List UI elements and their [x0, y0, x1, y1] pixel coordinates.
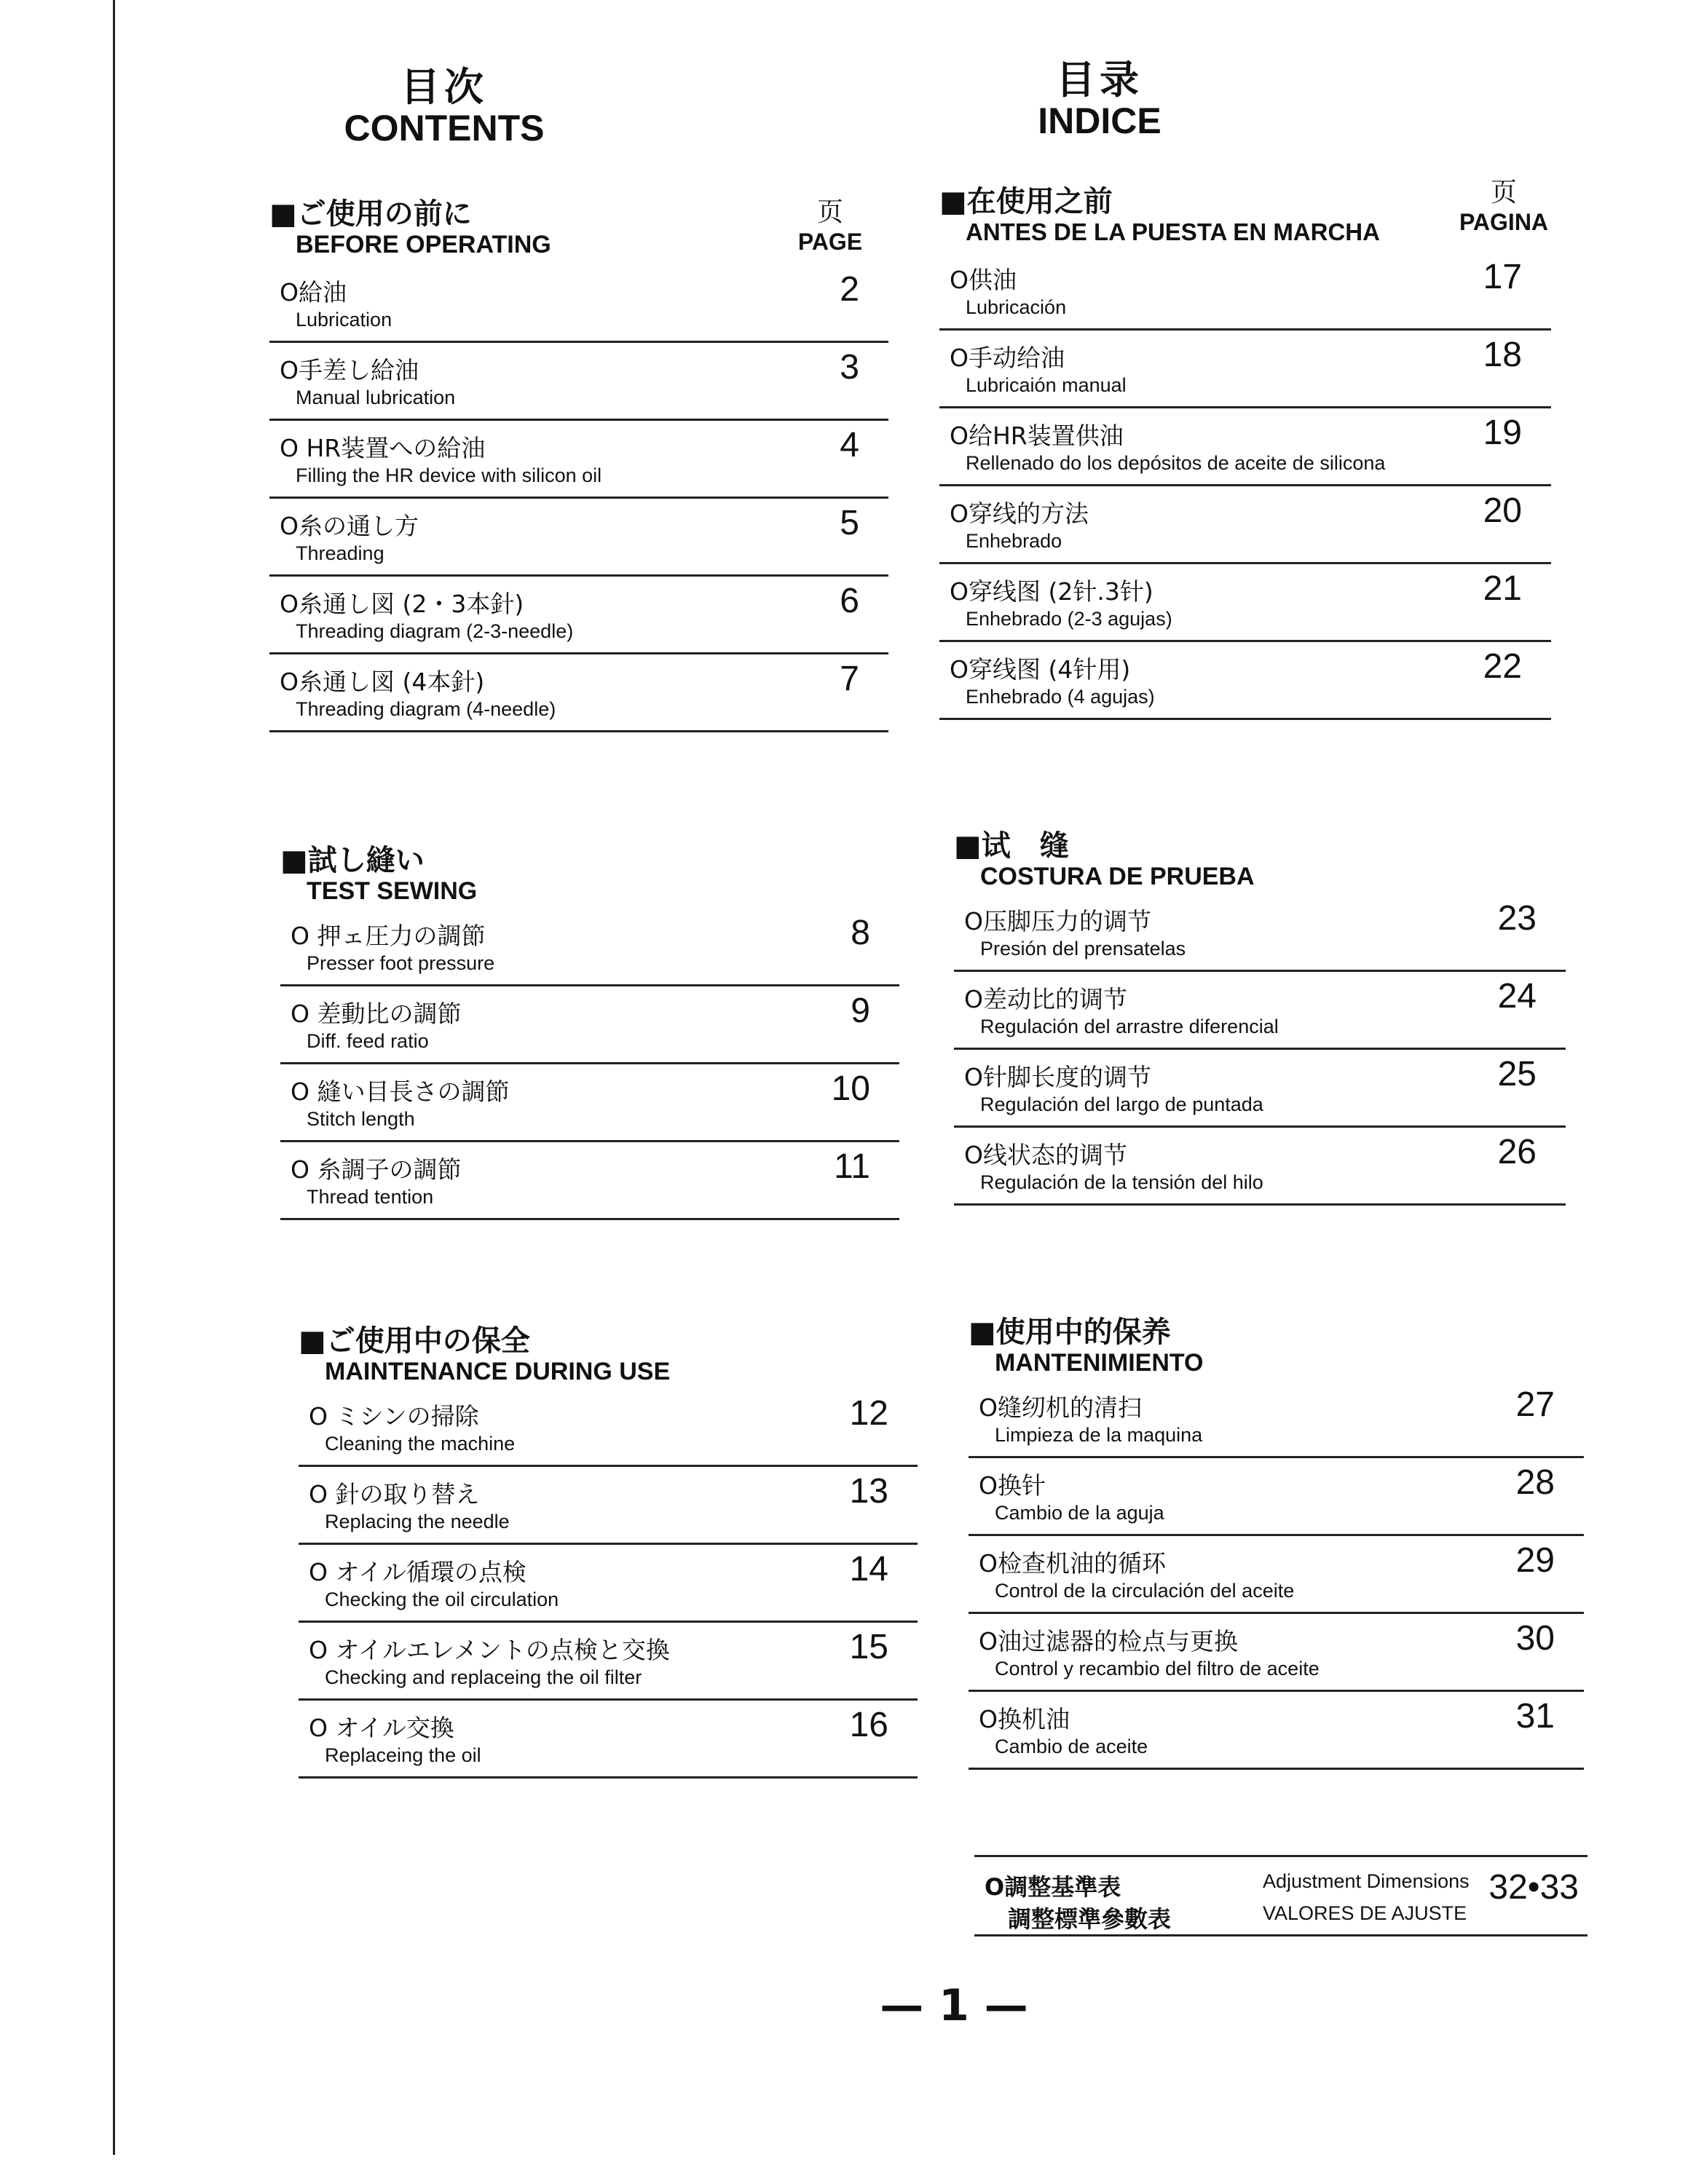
- toc-title-en: Lubrication: [296, 309, 393, 331]
- toc-title-es: Enhebrado (4 agujas): [966, 686, 1155, 708]
- toc-title-jp: O糸通し図 (2・3本針): [280, 590, 524, 618]
- toc-row[interactable]: [969, 1692, 1584, 1770]
- right-section-mantenimiento: [969, 1316, 1584, 1770]
- toc-page: 23: [1497, 899, 1537, 938]
- toc-title-cn: O换机油: [979, 1705, 1070, 1733]
- toc-row[interactable]: [269, 421, 888, 499]
- toc-title-jp: O糸通し図 (4本針): [280, 668, 485, 696]
- contents-heading-jp: 目次: [401, 64, 488, 110]
- toc-page: 27: [1515, 1385, 1555, 1424]
- contents-heading-en: CONTENTS: [344, 108, 545, 149]
- toc-title-es: Regulación del arrastre diferencial: [980, 1016, 1279, 1037]
- toc-row[interactable]: [954, 894, 1566, 972]
- toc-title-en: Threading diagram (4-needle): [296, 698, 556, 720]
- toc-row[interactable]: [969, 1536, 1584, 1614]
- toc-title-cn: O换针: [979, 1471, 1046, 1500]
- right-section-antes: [939, 178, 1551, 720]
- toc-title-cn: O差动比的调节: [964, 985, 1127, 1013]
- adjustment-dimensions-entry[interactable]: [974, 1855, 1588, 1936]
- section-title-es: ANTES DE LA PUESTA EN MARCHA: [966, 218, 1380, 245]
- toc-page: 29: [1515, 1541, 1555, 1580]
- toc-page: 9: [851, 992, 870, 1030]
- toc-title-en: Threading: [296, 542, 384, 564]
- toc-page: 31: [1515, 1697, 1555, 1736]
- left-section-test-sewing: [280, 844, 899, 1220]
- toc-title-cn: O给HR装置供油: [950, 422, 1124, 450]
- toc-page: 16: [849, 1706, 888, 1744]
- right-section-costura: [954, 830, 1566, 1206]
- toc-page: 7: [840, 660, 859, 698]
- toc-title-jp: O手差し給油: [280, 356, 419, 384]
- toc-title-en: Manual lubrication: [296, 387, 456, 408]
- section-title-jp: ■ご使用中の保全: [299, 1324, 530, 1358]
- toc-title-en: Thread tention: [307, 1186, 434, 1208]
- toc-page: 15: [849, 1628, 888, 1666]
- toc-row[interactable]: [280, 909, 899, 986]
- toc-title-en: Threading diagram (2-3-needle): [296, 620, 574, 642]
- toc-title-en: Replaceing the oil: [325, 1744, 481, 1766]
- toc-title-cn: O手动给油: [950, 344, 1065, 372]
- toc-title-es: Lubricaión manual: [966, 374, 1127, 396]
- page-label-cn: 页: [816, 197, 843, 227]
- toc-title-cn: O线状态的调节: [964, 1141, 1127, 1169]
- toc-title-jp: O オイル交換: [309, 1714, 454, 1742]
- toc-page: 12: [849, 1394, 888, 1433]
- contents-heading: [335, 66, 553, 149]
- section-title-en: TEST SEWING: [307, 877, 478, 905]
- toc-title-jp: O オイル循環の点検: [309, 1558, 526, 1586]
- toc-page: 26: [1497, 1133, 1537, 1171]
- toc-row[interactable]: [299, 1623, 918, 1701]
- toc-title-cn: O油过滤器的检点与更换: [979, 1627, 1238, 1655]
- toc-page: 18: [1483, 336, 1522, 374]
- toc-row[interactable]: [269, 499, 888, 577]
- section-title-es: COSTURA DE PRUEBA: [980, 863, 1255, 890]
- toc-row[interactable]: [299, 1467, 918, 1545]
- toc-title-es: Cambio de la aguja: [995, 1502, 1164, 1524]
- toc-page: 24: [1497, 977, 1537, 1016]
- section-title-cn: ■试 缝: [954, 829, 1069, 863]
- toc-row[interactable]: [280, 1064, 899, 1142]
- toc-title-es: Regulación de la tensión del hilo: [980, 1171, 1263, 1193]
- toc-title-jp: O 針の取り替え: [309, 1480, 480, 1508]
- toc-title-en: Filling the HR device with silicon oil: [296, 464, 602, 486]
- toc-title-es: Presión del prensatelas: [980, 938, 1186, 960]
- toc-page: 10: [831, 1069, 870, 1108]
- toc-title-cn: O穿线图 (4针用): [950, 655, 1131, 684]
- toc-page: 22: [1483, 647, 1522, 686]
- toc-title-es: Regulación del largo de puntada: [980, 1093, 1263, 1115]
- toc-row[interactable]: [299, 1545, 918, 1623]
- toc-row[interactable]: [299, 1701, 918, 1779]
- toc-page: 30: [1515, 1619, 1555, 1658]
- toc-title-cn: O压脚压力的调节: [964, 907, 1151, 935]
- toc-page: 19: [1483, 414, 1522, 452]
- toc-page: 21: [1483, 569, 1522, 608]
- toc-page: 13: [849, 1472, 888, 1511]
- toc-title-en: Diff. feed ratio: [307, 1030, 429, 1052]
- toc-page: 3: [840, 348, 859, 387]
- toc-title-jp: O 差動比の調節: [291, 1000, 462, 1028]
- toc-title-es: Enhebrado: [966, 530, 1062, 552]
- toc-row[interactable]: [280, 1142, 899, 1220]
- toc-title-jp: O 押ェ圧力の調節: [291, 922, 486, 950]
- left-section-maintenance: [299, 1325, 918, 1779]
- toc-page: 25: [1497, 1055, 1537, 1093]
- section-title-en: BEFORE OPERATING: [296, 231, 551, 258]
- toc-title-cn: O缝纫机的清扫: [979, 1393, 1142, 1422]
- toc-title-jp: O 糸調子の調節: [291, 1155, 462, 1184]
- indice-heading-es: INDICE: [1038, 100, 1162, 142]
- toc-page: 20: [1483, 491, 1522, 530]
- toc-title-cn: O供油: [950, 266, 1017, 294]
- left-margin-rule: [113, 0, 115, 2155]
- toc-row[interactable]: [269, 654, 888, 732]
- section-title-cn: ■在使用之前: [939, 185, 1113, 218]
- page-label-cn: 页: [1490, 178, 1517, 207]
- toc-row[interactable]: [954, 972, 1566, 1050]
- toc-page: 2: [840, 270, 859, 309]
- adjustment-title-jp: O調整基準表: [985, 1873, 1121, 1901]
- toc-title-en: Cleaning the machine: [325, 1433, 516, 1455]
- toc-title-en: Checking and replaceing the oil filter: [325, 1666, 642, 1688]
- toc-row[interactable]: [939, 253, 1551, 331]
- toc-title-es: Rellenado do los depósitos de aceite de silicona: [966, 452, 1386, 474]
- toc-title-es: Limpieza de la maquina: [995, 1424, 1203, 1446]
- toc-page: 14: [849, 1550, 888, 1588]
- adjustment-title-es: VALORES DE AJUSTE: [1263, 1902, 1467, 1924]
- toc-title-es: Lubricación: [966, 296, 1067, 318]
- toc-row[interactable]: [939, 408, 1551, 486]
- toc-row[interactable]: [939, 486, 1551, 564]
- toc-title-jp: O ミシンの掃除: [309, 1402, 479, 1431]
- toc-row[interactable]: [269, 343, 888, 421]
- toc-page: 6: [840, 582, 859, 620]
- toc-title-es: Control y recambio del filtro de aceite: [995, 1658, 1320, 1679]
- toc-page: 8: [851, 914, 870, 952]
- section-title-jp: ■試し縫い: [280, 844, 425, 877]
- toc-title-cn: O穿线图 (2针.3针): [950, 577, 1153, 606]
- indice-heading: [1005, 58, 1194, 141]
- toc-row[interactable]: [939, 564, 1551, 642]
- toc-title-en: Checking the oil circulation: [325, 1588, 559, 1610]
- toc-title-en: Replacing the needle: [325, 1511, 510, 1532]
- toc-page: 28: [1515, 1463, 1555, 1502]
- left-section-before-operating: [269, 198, 888, 732]
- toc-title-es: Control de la circulación del aceite: [995, 1580, 1295, 1602]
- toc-row[interactable]: [969, 1380, 1584, 1458]
- adjustment-page: 32•33: [1488, 1868, 1579, 1907]
- toc-title-es: Enhebrado (2-3 agujas): [966, 608, 1172, 630]
- toc-row[interactable]: [969, 1458, 1584, 1536]
- toc-row[interactable]: [939, 642, 1551, 720]
- toc-title-cn: O检查机油的循环: [979, 1549, 1166, 1578]
- page-column-header: [772, 197, 888, 256]
- toc-row[interactable]: [954, 1128, 1566, 1206]
- toc-page: 17: [1483, 258, 1522, 296]
- toc-page: 5: [840, 504, 859, 542]
- toc-title-cn: O穿线的方法: [950, 499, 1089, 528]
- toc-row[interactable]: [954, 1050, 1566, 1128]
- page-label-es: PAGINA: [1459, 209, 1549, 236]
- adjustment-title-cn: 調整標準參數表: [1008, 1905, 1172, 1933]
- page-number: — 1 —: [880, 1980, 1028, 2031]
- toc-title-jp: O オイルエレメントの点検と交換: [309, 1636, 670, 1664]
- section-title-jp: ■ご使用の前に: [269, 197, 472, 231]
- toc-title-en: Stitch length: [307, 1108, 415, 1130]
- toc-row[interactable]: [299, 1389, 918, 1467]
- toc-page: 11: [834, 1147, 870, 1186]
- toc-row[interactable]: [969, 1614, 1584, 1692]
- toc-row[interactable]: [269, 265, 888, 343]
- section-title-en: MAINTENANCE DURING USE: [325, 1358, 671, 1385]
- toc-title-jp: O 縫い目長さの調節: [291, 1077, 510, 1106]
- pagina-column-header: [1442, 177, 1566, 237]
- toc-page: 4: [840, 426, 859, 464]
- toc-row[interactable]: [939, 331, 1551, 408]
- toc-row[interactable]: [280, 986, 899, 1064]
- section-title-es: MANTENIMIENTO: [995, 1349, 1204, 1377]
- adjustment-title-en: Adjustment Dimensions: [1263, 1870, 1470, 1892]
- toc-title-jp: O糸の通し方: [280, 512, 419, 540]
- toc-title-es: Cambio de aceite: [995, 1736, 1148, 1757]
- toc-title-jp: O給油: [280, 278, 347, 306]
- section-title-cn: ■使用中的保养: [969, 1315, 1171, 1349]
- page-label-en: PAGE: [797, 229, 863, 256]
- toc-title-en: Presser foot pressure: [307, 952, 495, 974]
- toc-row[interactable]: [269, 577, 888, 654]
- toc-title-cn: O针脚长度的调节: [964, 1063, 1151, 1091]
- indice-heading-cn: 目录: [1056, 57, 1143, 103]
- toc-title-jp: O HR装置への給油: [280, 434, 486, 462]
